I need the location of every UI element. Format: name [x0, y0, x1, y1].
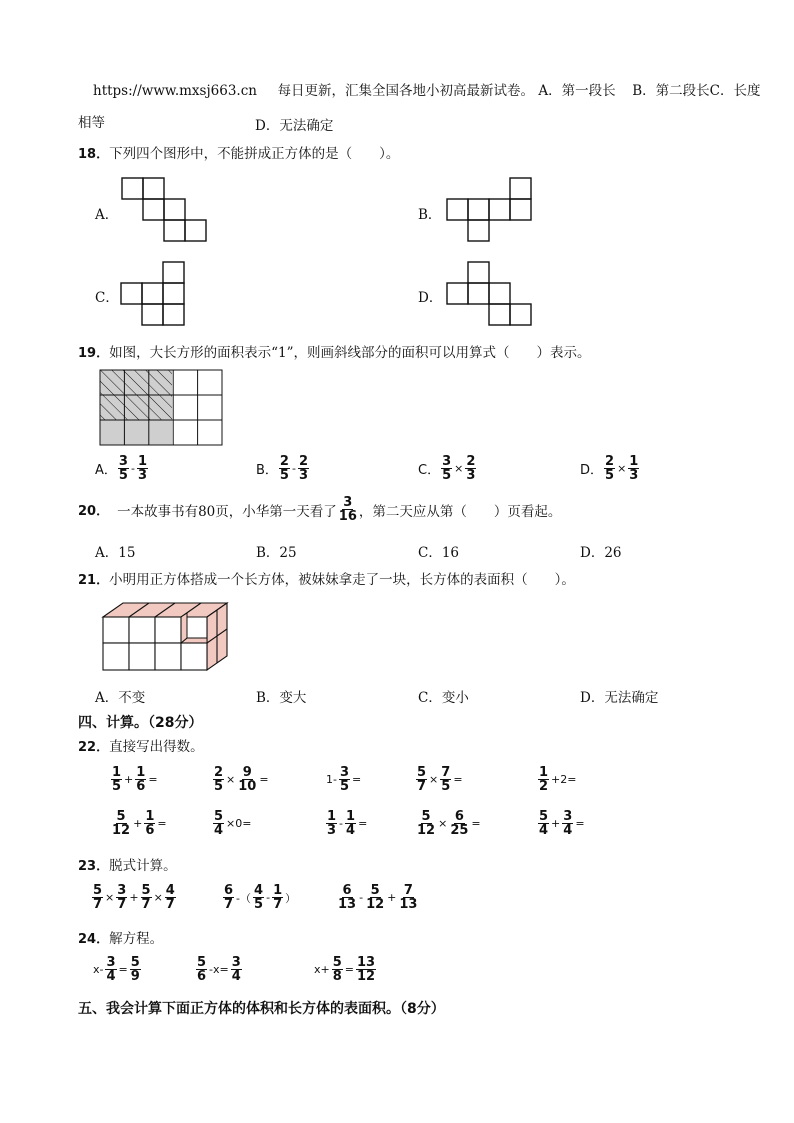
- operator: -（: [236, 891, 252, 905]
- cuboid-figure: [100, 600, 232, 676]
- fraction: $\frac{13}{12}$: [357, 955, 376, 984]
- operator: +2=: [551, 773, 577, 786]
- question-24: 24．解方程。: [78, 931, 164, 947]
- q22-row1-item-1: [110, 766, 159, 793]
- fraction: $\frac{1}{6}$: [145, 809, 155, 838]
- fraction: $\frac{3}{5}$: [118, 454, 128, 483]
- fraction: $\frac{1}{3}$: [629, 454, 639, 483]
- fraction: $\frac{1}{4}$: [346, 809, 356, 838]
- question-22: 22．直接写出得数。: [78, 739, 204, 755]
- operator: ×: [429, 773, 439, 786]
- fraction: $\frac{2}{5}$: [214, 765, 224, 794]
- q19-option-a: A． $\frac{3}{5}$ - $\frac{1}{3}$: [95, 454, 147, 483]
- operator: =: [358, 817, 368, 830]
- question-18: [78, 145, 399, 164]
- operator: =: [344, 963, 354, 976]
- q21-option-b: B．变大: [256, 690, 307, 706]
- fraction: $\frac{4}{5}$: [254, 883, 264, 912]
- fraction: $\frac{1}{2}$: [539, 765, 549, 794]
- fraction: $\frac{3}{4}$: [106, 955, 116, 984]
- cube-net-b: [446, 177, 536, 243]
- q22-row2-item-3: [325, 810, 368, 837]
- fraction: $\frac{5}{12}$: [366, 883, 385, 912]
- fraction: $\frac{7}{5}$: [441, 765, 451, 794]
- carry-line: [78, 114, 105, 132]
- fraction: $\frac{5}{7}$: [93, 883, 103, 912]
- operator: =: [148, 773, 158, 786]
- question-text: 下列四个图形中，不能拼成正方体的是（ ）。: [109, 146, 400, 162]
- q24-expr-1: [92, 956, 142, 983]
- section-4-heading: 四、计算。（28分）: [78, 715, 203, 731]
- fraction: $\frac{5}{7}$: [417, 765, 427, 794]
- operator: =: [157, 817, 167, 830]
- fraction: $\frac{2}{3}$: [466, 454, 476, 483]
- fraction: $\frac{6}{7}$: [224, 883, 234, 912]
- q18-label-b: B．: [418, 207, 442, 223]
- cube-net-a: [120, 177, 210, 243]
- q20-option-b: B．25: [256, 545, 297, 561]
- operator: 1-: [326, 773, 337, 786]
- operator: +: [124, 773, 134, 786]
- question-21: [78, 571, 575, 590]
- q22-row2-item-4: [415, 810, 482, 837]
- header-url: https://www.mxsj663.cn: [93, 83, 257, 99]
- q22-row2-item-5: [537, 810, 586, 837]
- q22-row2-item-1: [110, 810, 168, 837]
- fraction: $\frac{5}{6}$: [197, 955, 207, 984]
- fraction: $\frac{5}{7}$: [141, 883, 151, 912]
- operator: +: [387, 891, 397, 904]
- option-d-carry: D．无法确定: [255, 118, 334, 134]
- q21-option-c: C．变小: [418, 690, 469, 706]
- fraction: $\frac{6}{13}$: [338, 883, 357, 912]
- operator: +: [129, 891, 139, 904]
- fraction: $\frac{9}{10}$: [238, 765, 257, 794]
- operator: -x=: [209, 963, 229, 976]
- fraction: $\frac{2}{3}$: [298, 454, 308, 483]
- q24-expr-2: [195, 956, 243, 983]
- fraction: $\frac{6}{25}$: [450, 809, 469, 838]
- option-a-carry: A．第一段长: [538, 83, 616, 99]
- operator: =: [453, 773, 463, 786]
- fraction: $\frac{2}{5}$: [279, 454, 289, 483]
- operator: =: [259, 773, 269, 786]
- operator: ×: [153, 891, 163, 904]
- q22-row1-item-4: [415, 766, 464, 793]
- operator: -: [339, 817, 344, 830]
- operator: ×: [438, 817, 448, 830]
- q18-label-c: C．: [95, 290, 119, 306]
- fraction: $\frac{5}{4}$: [539, 809, 549, 838]
- fraction: $\frac{1}{6}$: [136, 765, 146, 794]
- operator: -: [266, 891, 271, 904]
- q22-row1-item-3: [325, 766, 362, 793]
- q21-option-a: A．不变: [95, 690, 146, 706]
- fraction-grid-figure: [99, 369, 225, 447]
- q20-option-a: A．15: [95, 545, 136, 561]
- operator: ）: [285, 891, 297, 905]
- q18-label-d: D．: [418, 290, 443, 306]
- header-line: [93, 82, 760, 100]
- option-b-carry: B．第二段长C．长度: [632, 83, 761, 99]
- q24-expr-3: [313, 956, 377, 983]
- question-number: 19．: [78, 346, 110, 361]
- q22-row1-item-2: [212, 766, 270, 793]
- fraction: $\frac{1}{3}$: [137, 454, 147, 483]
- question-20: 20． 一本故事书有80页，小华第一天看了 $\frac{3}{16}$ ，第二天应从第（ ）页看起。: [78, 495, 562, 524]
- fraction: $\frac{4}{7}$: [165, 883, 175, 912]
- fraction: $\frac{3}{7}$: [117, 883, 127, 912]
- operator: +: [133, 817, 143, 830]
- q18-label-a: A．: [95, 207, 119, 223]
- operator: =: [118, 963, 128, 976]
- fraction: $\frac{1}{5}$: [112, 765, 122, 794]
- section-5-heading: 五、我会计算下面正方体的体积和长方体的表面积。（8分）: [78, 1001, 445, 1017]
- fraction: $\frac{2}{5}$: [605, 454, 615, 483]
- fraction: $\frac{3}{5}$: [442, 454, 452, 483]
- operator: ×: [105, 891, 115, 904]
- operator: +: [551, 817, 561, 830]
- q20-option-c: C．16: [418, 545, 460, 561]
- fraction: $\frac{3}{4}$: [563, 809, 573, 838]
- fraction: $\frac{3}{16}$: [338, 495, 357, 524]
- question-number: 18．: [78, 147, 110, 162]
- fraction: $\frac{3}{4}$: [231, 955, 241, 984]
- q23-expr-1: [91, 884, 177, 911]
- fraction: $\frac{5}{4}$: [214, 809, 224, 838]
- q19-option-b: B． $\frac{2}{5}$ - $\frac{2}{3}$: [256, 454, 308, 483]
- operator: ×0=: [226, 817, 252, 830]
- q19-option-c: C． $\frac{3}{5}$ × $\frac{2}{3}$: [418, 454, 476, 483]
- header-slogan: 每日更新，汇集全国各地小初高最新试卷。: [277, 83, 535, 99]
- operator: =: [471, 817, 481, 830]
- fraction: $\frac{7}{13}$: [399, 883, 418, 912]
- q23-expr-2: [222, 884, 297, 911]
- operator: =: [352, 773, 362, 786]
- question-19: [78, 344, 591, 363]
- fraction: $\frac{5}{12}$: [417, 809, 436, 838]
- cube-net-d: [446, 261, 536, 327]
- q19-option-d: D． $\frac{2}{5}$ × $\frac{1}{3}$: [580, 454, 639, 483]
- operator: x+: [314, 963, 330, 976]
- fraction: $\frac{1}{3}$: [327, 809, 337, 838]
- fraction: $\frac{1}{7}$: [273, 883, 283, 912]
- operator: ×: [226, 773, 236, 786]
- q20-option-d: D．26: [580, 545, 622, 561]
- fraction: $\frac{5}{9}$: [130, 955, 140, 984]
- q22-row1-item-5: [537, 766, 577, 793]
- option-c-carry-rest: 相等: [78, 115, 105, 131]
- question-23: 23．脱式计算。: [78, 858, 177, 874]
- operator: -: [359, 891, 364, 904]
- fraction: $\frac{5}{12}$: [112, 809, 131, 838]
- q21-option-d: D．无法确定: [580, 690, 659, 706]
- q22-row2-item-2: [212, 810, 252, 837]
- question-text: 如图，大长方形的面积表示“1”，则画斜线部分的面积可以用算式（ ）表示。: [109, 345, 591, 361]
- q23-expr-3: [336, 884, 419, 911]
- operator: x-: [93, 963, 104, 976]
- question-number: 21．: [78, 573, 110, 588]
- fraction: $\frac{3}{5}$: [339, 765, 350, 794]
- fraction: $\frac{5}{8}$: [332, 955, 342, 984]
- question-text: 小明用正方体搭成一个长方体，被妹妹拿走了一块，长方体的表面积（ ）。: [109, 572, 575, 588]
- operator: =: [575, 817, 585, 830]
- cube-net-c: [120, 261, 190, 327]
